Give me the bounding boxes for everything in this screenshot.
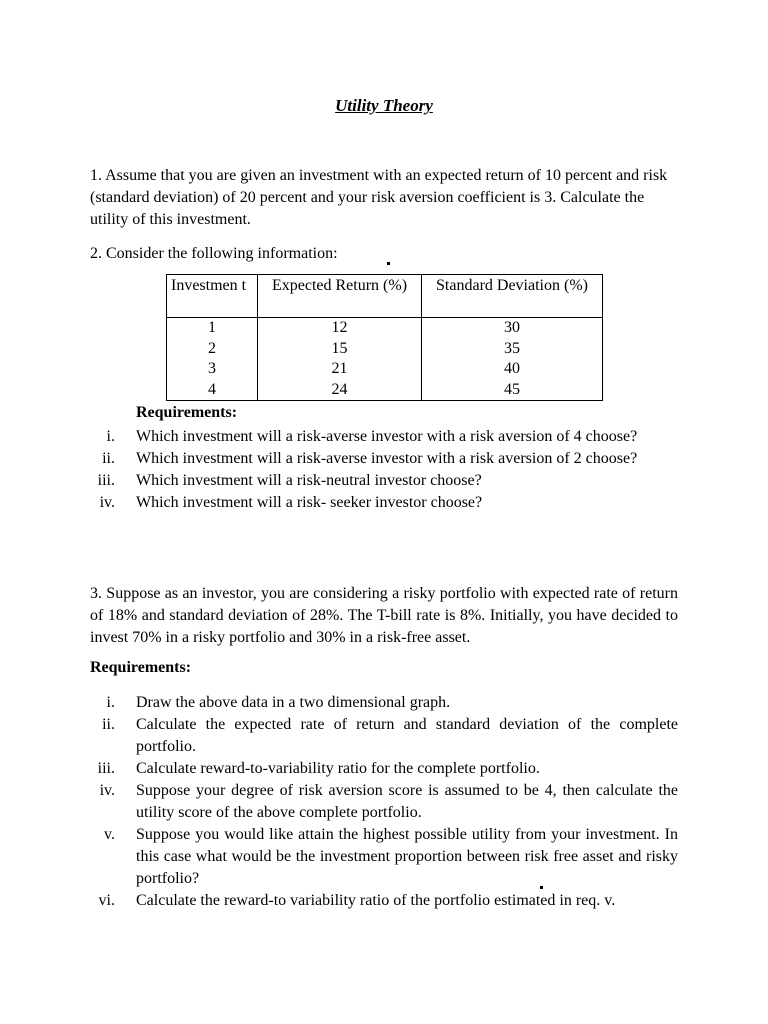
- table-row: [167, 339, 603, 360]
- table-cell: 24: [258, 380, 422, 401]
- page-title: Utility Theory: [335, 96, 433, 115]
- list-item-number: vi.: [98, 892, 115, 909]
- table-cell: 21: [258, 359, 422, 380]
- list-item-number: i.: [106, 428, 115, 445]
- list-item-number: iii.: [97, 472, 115, 489]
- table-cell: 45: [422, 380, 603, 401]
- table-cell: 2: [167, 339, 258, 360]
- investment-table: [166, 274, 603, 401]
- table-row: [167, 380, 603, 401]
- list-item-number: ii.: [102, 716, 115, 733]
- list-item-number: v.: [104, 826, 115, 843]
- question-3-requirements: [78, 692, 678, 912]
- table-cell: 15: [258, 339, 422, 360]
- list-item-number: iii.: [97, 760, 115, 777]
- list-item-number: iv.: [99, 782, 115, 799]
- table-cell: 12: [258, 318, 422, 339]
- question-2-requirements-label: Requirements:: [136, 404, 238, 421]
- list-item-text: Calculate the expected rate of return and standard deviation of the complete portfolio.: [136, 716, 678, 755]
- column-header: Expected Return (%): [258, 275, 422, 318]
- list-item: [78, 448, 678, 470]
- list-item-text: Calculate the reward-to variability ratio of the portfolio estimated in req. v.: [136, 892, 616, 909]
- list-item-text: Which investment will a risk-averse investor with a risk aversion of 2 choose?: [136, 450, 638, 467]
- list-item: [78, 426, 678, 448]
- list-item-text: Which investment will a risk-neutral investor choose?: [136, 472, 482, 489]
- table-cell: 35: [422, 339, 603, 360]
- table-row: [167, 359, 603, 380]
- list-item-text: Which investment will a risk- seeker investor choose?: [136, 494, 483, 511]
- list-item: [78, 714, 678, 758]
- column-header: Investmen t: [167, 275, 258, 318]
- list-item: [78, 470, 678, 492]
- list-item: [78, 692, 678, 714]
- table-cell: 30: [422, 318, 603, 339]
- list-item-number: ii.: [102, 450, 115, 467]
- stray-dot: [540, 886, 543, 889]
- list-item-text: Draw the above data in a two dimensional graph.: [136, 694, 451, 711]
- table-cell: 40: [422, 359, 603, 380]
- table-cell: 1: [167, 318, 258, 339]
- table-cell: 3: [167, 359, 258, 380]
- list-item-text: Suppose you would like attain the highest possible utility from your investment. In this case what would be the investment proportion between risk free asset and risky portfolio?: [136, 826, 678, 887]
- question-2-intro: 2. Consider the following information:: [90, 245, 338, 262]
- table-cell: 4: [167, 380, 258, 401]
- list-item-text: Suppose your degree of risk aversion score is assumed to be 4, then calculate the utility score of the above complete portfolio.: [136, 782, 678, 821]
- stray-dot: [387, 262, 390, 265]
- list-item: [78, 824, 678, 890]
- question-3-requirements-label: Requirements:: [90, 659, 192, 676]
- question-2-requirements: [78, 426, 678, 514]
- list-item-number: iv.: [99, 494, 115, 511]
- column-header: Standard Deviation (%): [422, 275, 603, 318]
- list-item-number: i.: [106, 694, 115, 711]
- table-header-row: [167, 275, 603, 318]
- question-3: 3. Suppose as an investor, you are considering a risky portfolio with expected rate of return of 18% and standard deviation of 28%. The T-bill rate is 8%. Initially, you have decided to invest 70% in a risky portfolio and 30% in a risk-free asset.: [90, 585, 678, 646]
- list-item: [78, 780, 678, 824]
- list-item: [78, 492, 678, 514]
- question-1: 1. Assume that you are given an investment with an expected return of 10 percent and risk (standard deviation) of 20 percent and your risk aversion coefficient is 3. Calculate the utility of this investment.: [90, 167, 668, 228]
- table-row: [167, 318, 603, 339]
- list-item-text: Which investment will a risk-averse investor with a risk aversion of 4 choose?: [136, 428, 638, 445]
- list-item-text: Calculate reward-to-variability ratio for the complete portfolio.: [136, 760, 540, 777]
- list-item: [78, 890, 678, 912]
- list-item: [78, 758, 678, 780]
